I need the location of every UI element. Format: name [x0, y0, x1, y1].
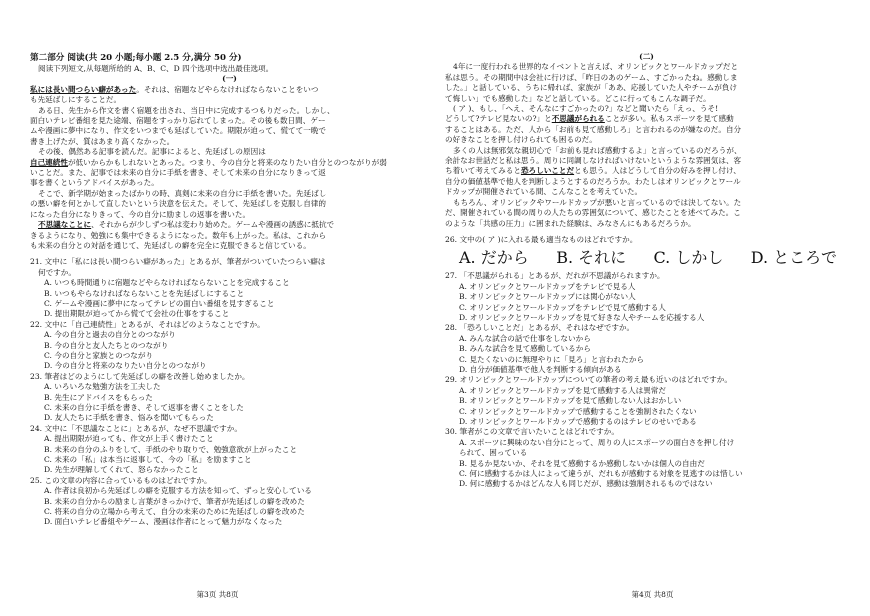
- answer-option: B. 今の自分と友人たちとのつながり: [44, 340, 169, 350]
- answer-option: C. 見たくないのに無理やりに「見ろ」と言われたから: [459, 354, 645, 364]
- passage-text: 自分の価値基準で他人を判断しようとするのだろうか。わたしはオリンピックとワール: [445, 176, 741, 186]
- passage-line: [445, 146, 848, 156]
- answer-option: B. 先生にアドバイスをもらった: [44, 392, 153, 402]
- answer-option: D. 自分が価値基準で他人を判断する傾向がある: [459, 364, 622, 374]
- answer-option: D. 面白いテレビ番組やゲーム、漫画は作者にとって魅力がなくなった: [44, 517, 283, 527]
- question-stem: 21. 文中に「私には長い間つらい癖があった」とあるが、筆者がついていたつらい癖は: [30, 257, 326, 267]
- passage-line: [30, 168, 429, 178]
- answer-option: C. ゲームや漫画に夢中になってテレビの面白い番組を見すぎること: [44, 298, 275, 308]
- answer-option: B. それに: [556, 248, 627, 268]
- answer-option: D. 提出期限が迫ってから慌てて会社の仕事をすること: [44, 309, 230, 319]
- section-heading: 第二部分 阅读(共 20 小题;每小题 2.5 分,满分 50 分): [30, 53, 242, 63]
- passage-text: のような「共感の圧力」に囲まれた経験は、みなさんにもあるだろうか。: [445, 218, 696, 228]
- answer-option: C. 何に感動するかは人によって違うが、だれもが感動する対象を見逃すのは惜しい: [459, 469, 743, 479]
- passage-line: [30, 210, 429, 220]
- answer-option: A. いろいろな勉強方法を工夫した: [44, 382, 161, 392]
- passage-text: ち着いて考えてみると: [445, 166, 521, 176]
- passage-line: [30, 199, 429, 209]
- passage-line: [30, 178, 429, 188]
- passage-line: [30, 137, 429, 147]
- answer-option: B. 未来の自分からの励まし言葉がきっかけで、筆者が先延ばしの癖を改めた: [44, 496, 305, 506]
- instruction: 阅读下列短文,从每题所给的 A、B、C、D 四个选项中选出最佳选项。: [38, 64, 274, 73]
- page-footer: 第3页 共8页: [196, 590, 239, 599]
- answer-option: A. だから: [459, 248, 529, 268]
- passage-line: [30, 241, 429, 251]
- passage-label: (二): [639, 52, 654, 61]
- passage-text: 。それは、宿題などやらなければならないことをいつ: [136, 84, 319, 94]
- answer-option: C. 将来の自分の立場から考えて、自分の未来のために先延ばしの癖を改めた: [44, 507, 305, 517]
- answer-option: B. 見るか見ないか、それを見て感動するか感動しないかは個人の自由だ: [459, 458, 705, 468]
- passage-text: ある日、先生から作文を書く宿題を出され、当日中に完成するつもりだった。しかし、: [38, 105, 335, 115]
- passage-text: 面白いテレビ番組を見た途端、宿題をすっかり忘れてしまった。その後も数日間、ゲー: [30, 116, 326, 126]
- page-footer: 第4页 共8页: [631, 590, 674, 599]
- passage-line: [30, 95, 429, 105]
- answer-option: B. みんな試合を見て感動しているから: [459, 344, 591, 354]
- question-stem: 27. 「不思議がられる」とあるが、だれが不思議がられますか。: [445, 271, 665, 281]
- passage-text: いことだ。また、記事では未来の自分に手紙を書き、そして未来の自分になりきって返: [30, 168, 326, 178]
- question-stem: 29. オリンピックとワールドカップについての筆者の考え最も近いのはどれですか。: [445, 375, 732, 385]
- answer-option: C. 未来の自分に手紙を書き、そして返事を書くことをした: [44, 403, 244, 412]
- passage-text: だ、開催されている間の周りの人たちの雰囲気について、感じたことを述べてみた。こ: [445, 208, 741, 218]
- passage-line: [30, 116, 429, 126]
- passage-text: 、それからが少しずつ私は変わり始めた。ゲームや漫画の誘惑に抵抗で: [91, 220, 335, 230]
- passage-line: [445, 219, 848, 229]
- passage-line: [445, 187, 848, 197]
- passage-line: [30, 220, 429, 230]
- answer-option: A. オリンピックとワールドカップをテレビで見る人: [459, 281, 636, 291]
- passage-line: [445, 156, 848, 166]
- passage-line: [445, 125, 848, 135]
- passage-text: 4年に一度行われる世界的なイベントと言えば、オリンピックとワールドカップだと: [453, 62, 739, 72]
- passage-text: きるようになり、勉強にも集中できるようになった。数年も上がった。私は、これから: [30, 230, 327, 240]
- passage-text: が低いからかもしれないとあった。つまり、今の自分と将来のなりたい自分とのつながりが弱: [67, 157, 387, 167]
- question-stem-cont: 何ですか。: [38, 267, 76, 277]
- answer-option: C. オリンピックとワールドカップをテレビで見て感動する人: [459, 302, 666, 312]
- passage-text: ことが多い。私もスポーツを見て感動: [604, 114, 734, 124]
- underlined-phrase: 恐ろしいことだ: [520, 166, 575, 176]
- questions-21-25: [30, 257, 429, 528]
- answer-option: D. 友人たちに手紙を書き、悩みを聞いてもらった: [44, 413, 214, 423]
- passage-line: [30, 85, 429, 95]
- question-stem: 25. この文章の内容に合っているものはどれですか。: [30, 475, 212, 485]
- answer-option: B. オリンピックとワールドカップを見て感動しない人はおかしい: [459, 396, 682, 406]
- passage-text: ドカップが開催されている間、こんなことを考えていた。: [445, 187, 643, 197]
- underlined-phrase: 私には長い間つらい癖があった: [30, 84, 137, 94]
- answer-option: A. 今の自分と過去の自分とのつながり: [44, 330, 176, 340]
- answer-option: B. いつもやらなければならないことを先延ばしにすること: [44, 288, 245, 298]
- passage-text: とも思う。人はどうして自分の好みを押し付け、: [574, 166, 741, 176]
- passage-line: [445, 135, 848, 145]
- passage-line: [445, 198, 848, 208]
- passage-label: (一): [222, 74, 237, 84]
- answer-option: D. 先生が理解してくれて、怒らなかったこと: [44, 465, 199, 475]
- passage-text: になった自分になりきって、今の自分に励ましの返事を書いた。: [30, 209, 251, 219]
- answer-option: C. 今の自分と家族とのつながり: [44, 350, 154, 360]
- passage-line: [30, 106, 429, 116]
- underlined-phrase: 不思議がられる: [551, 114, 605, 124]
- answer-option: B. 未来の自分のふりをして、手紙のやり取りで、勉強意欲が上がったこと: [44, 444, 298, 454]
- answer-option: A. 提出期限が迫っても、作文が上手く書けたこと: [44, 434, 214, 444]
- passage-line: [445, 114, 848, 124]
- answer-option: D. ところで: [750, 248, 838, 268]
- passage-text: 事を書くというアドバイスがあった。: [30, 178, 159, 188]
- passage-line: [445, 73, 848, 83]
- underlined-phrase: 自己連続性: [30, 157, 68, 167]
- passage-line: [445, 83, 848, 93]
- passage-text: そこで、新学期が始まったばかりの時、真剣に未来の自分に手紙を書いた。先延ばし: [38, 188, 327, 198]
- answer-option: A. オリンピックとワールドカップを見て感動する人は異常だ: [459, 385, 666, 395]
- passage-text: 余計なお世話だと私は思う。周りに同調しなければいけないというような雰囲気は、客: [445, 156, 742, 166]
- answer-option: D. 何に感動するかはどんな人も同じだが、感動は強制されるものではない: [459, 479, 713, 489]
- answer-option: D. 今の自分と将来のなりたい自分とのつながり: [44, 361, 207, 371]
- passage-text: その後、偶然ある記事を読んだ。記事によると、先延ばしの原因は: [38, 147, 266, 157]
- underlined-phrase: 不思議なことに: [38, 220, 92, 230]
- passage-text: もちろん、オリンピックやワールドカップが悪いと言っているのでは決してない。た: [453, 197, 742, 207]
- passage-text: した。」と話している、うちに帰れば、家族が「ああ、応援していた人やチームが負け: [445, 83, 738, 93]
- passage-text: 多くの人は無邪気な親切心で「お前も見れば感動するよ」と言っているのだろうが、: [453, 145, 742, 155]
- passage-line: [30, 158, 429, 168]
- passage-text: ムや漫画に夢中になり、作文をいつまでも延ばしていた。期限が迫って、慌てて一晩で: [30, 126, 326, 136]
- passage-line: [30, 147, 429, 157]
- passage-text: 書き上げたが、質はあまり高くなかった。: [30, 136, 175, 146]
- answer-option: A. スポーツに興味のない自分にとって、周りの人にスポーツの面白さを押し付け: [459, 437, 735, 447]
- passage-two: [445, 62, 848, 229]
- passage-one: [30, 85, 429, 252]
- answer-option: C. しかし: [653, 248, 724, 268]
- passage-text: の好きなことを押し付けられても困るのだ。: [445, 135, 597, 145]
- questions-27-30: [445, 271, 848, 490]
- answer-option: られて、困っている: [459, 448, 528, 458]
- question-stem: 22. 文中に「自己連続性」とあるが、それはどのようなことですか。: [30, 319, 265, 329]
- passage-line: [30, 126, 429, 136]
- passage-text: することはある。ただ、人から「お前も見て感動しろ」と言われるのが嫌なのだ。自分: [445, 124, 742, 134]
- answer-option: D. オリンピックとワールドカップを見て好きな人やチームを応援する人: [459, 312, 705, 322]
- question-stem: 26. 文中の( ア )に入れる最も適当なものはどれですか。: [445, 234, 638, 244]
- answer-option: A. みんな試合の話で仕事をしないから: [459, 333, 591, 343]
- passage-line: [30, 189, 429, 199]
- answer-option: A. いつも時間通りに宿題などやらなければならないことを完成すること: [44, 278, 290, 288]
- passage-line: [30, 231, 429, 241]
- passage-text: どうして?テレビ見ないの?」と: [445, 114, 552, 124]
- passage-line: [445, 104, 848, 114]
- passage-line: [445, 208, 848, 218]
- passage-text: 私は思う。その期間中は会社に行けば、「昨日のあのゲーム、すごかったね。感動しま: [445, 72, 738, 82]
- passage-text: て悔しい」でも感動した」などと話している。どこに行ってもこんな調子だ。: [445, 93, 711, 103]
- answer-option: C. オリンピックとワールドカップで感動することを強制されたくない: [459, 406, 697, 416]
- passage-line: [445, 62, 848, 72]
- question-stem: 30. 筆者がこの文章で言いたいことはどれですか。: [445, 427, 619, 437]
- passage-text: も未来の自分との対話を通じて、先延ばしの癖を完全に克服できると信じている。: [30, 240, 311, 250]
- answer-option: B. オリンピックとワールドカップには関心がない人: [459, 292, 636, 302]
- passage-text: ( ア )、もし、「へえ、そんなにすごかったの?」などと聞いたら「えっ、うそ!: [453, 104, 719, 114]
- question-stem: 23. 筆者はどのようにして先延ばしの癖を改善し始めましたか。: [30, 371, 250, 381]
- passage-line: [445, 94, 848, 104]
- answer-option: D. オリンピックとワールドカップで感動するのはテレビのせいである: [459, 417, 697, 426]
- passage-line: [445, 177, 848, 187]
- page-right: [435, 0, 870, 616]
- answer-option: A. 作者は良初から先延ばしの癖を克服する方法を知って、ずっと安心している: [44, 486, 312, 496]
- passage-text: も先延ばしにすることだ。: [30, 95, 122, 105]
- passage-line: [445, 166, 848, 176]
- q26-options: [445, 245, 848, 268]
- question-stem: 24. 文中に「不思議なことに」とあるが、なぜ不思議ですか。: [30, 423, 242, 433]
- answer-option: C. 未来の「私」は本当に返事して、今の「私」を励ますこと: [44, 455, 252, 465]
- passage-text: の悪い癖を何とかして直したいという決意を伝えた。そして、先延ばしを克服し自律的: [30, 199, 326, 209]
- question-stem: 28. 「恐ろしいことだ」とあるが、それはなぜですか。: [445, 323, 635, 333]
